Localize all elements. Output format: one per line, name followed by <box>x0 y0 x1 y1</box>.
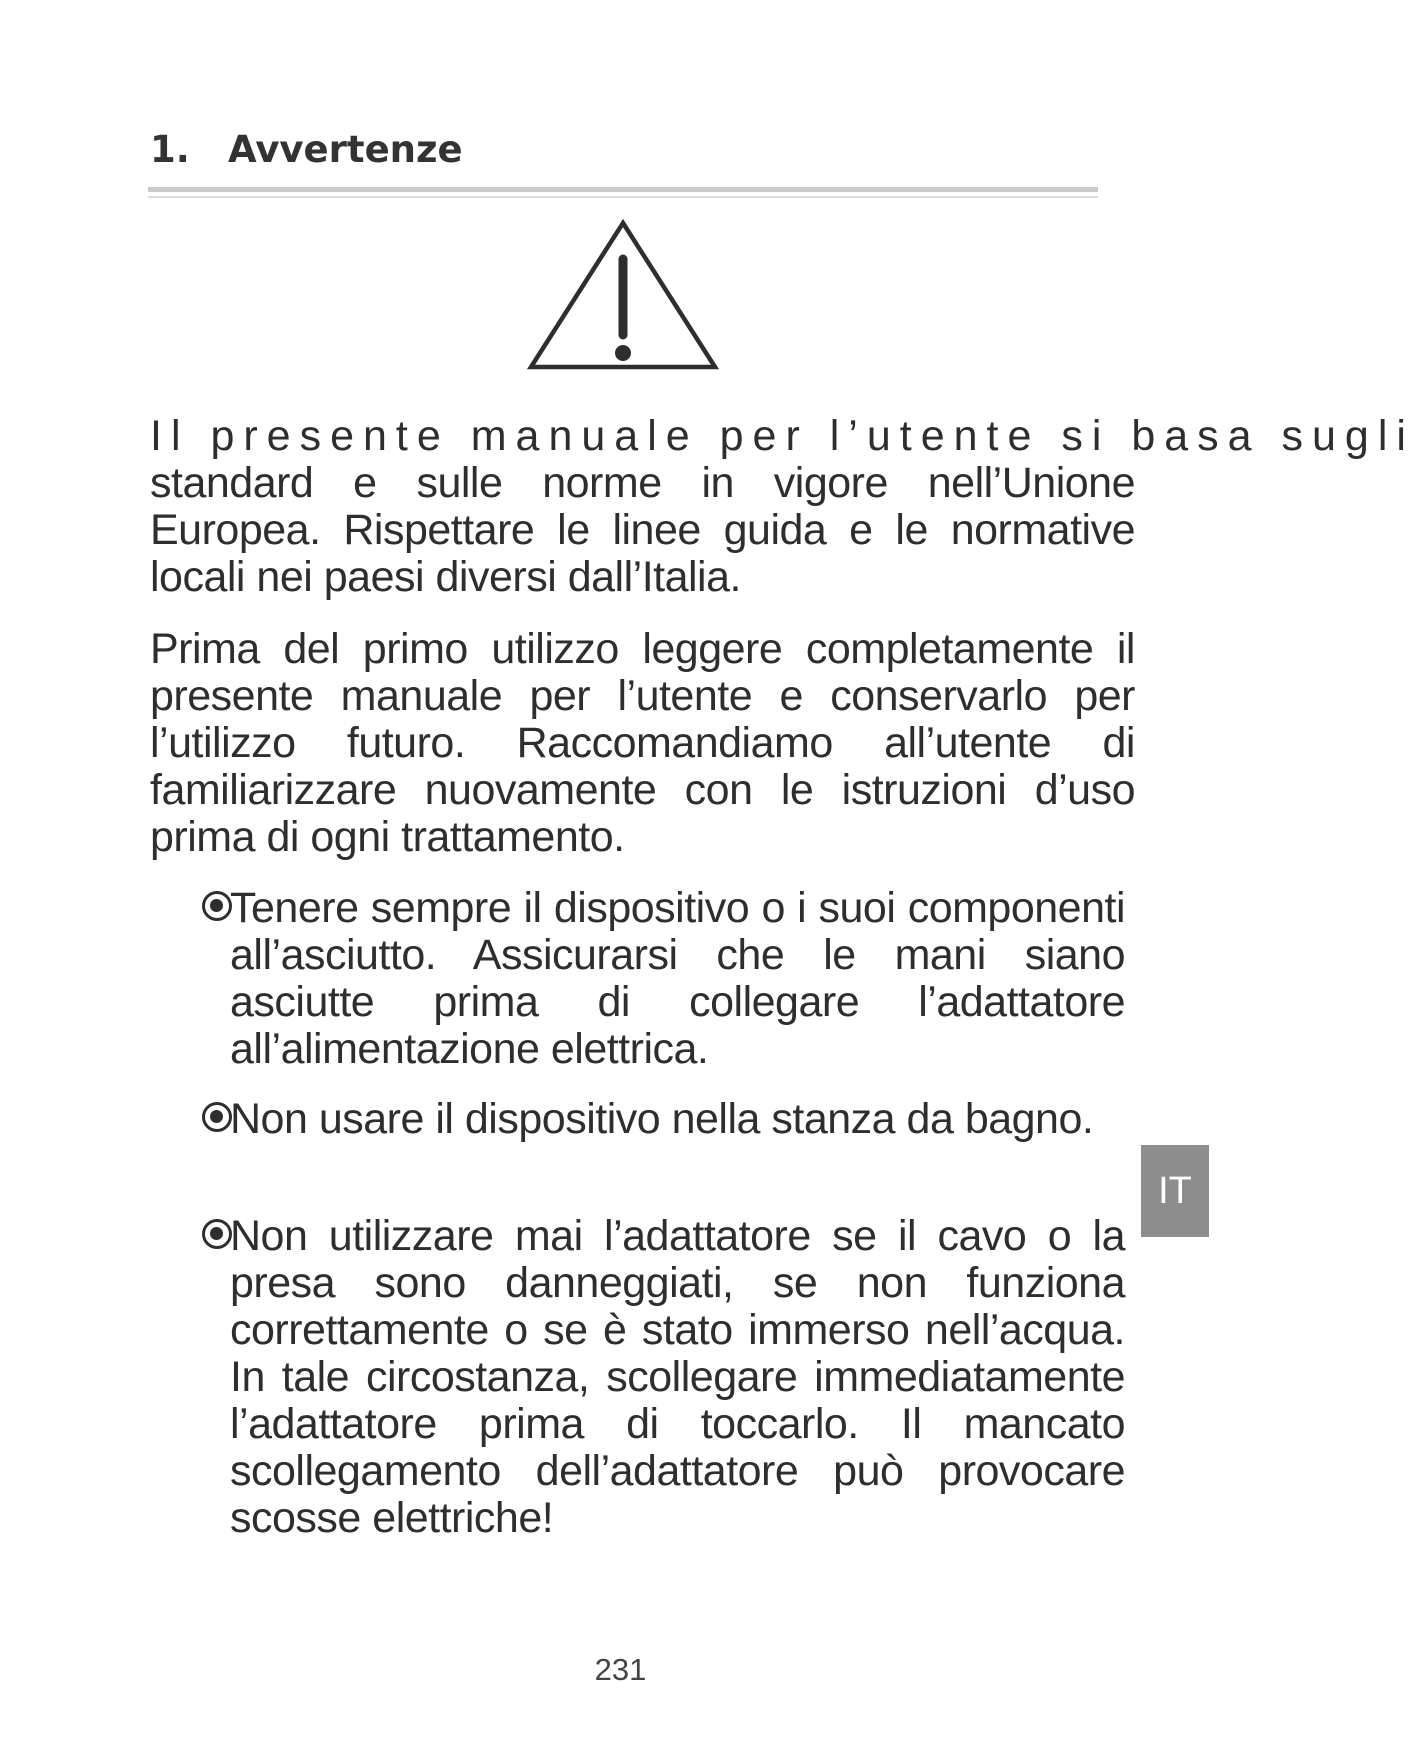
language-tab: IT <box>1141 1145 1209 1237</box>
read-manual-paragraph: Prima del primo utilizzo leggere completamente il presente manuale per l’utente e conservarlo per l’utilizzo futuro. Raccomandiamo all’utente di familiarizzare nuovamente con le istruzioni d’uso prima di ogni trattamento. <box>150 625 1135 861</box>
heading-divider <box>148 187 1098 192</box>
page-number: 231 <box>594 1652 647 1687</box>
bullet-icon <box>202 1219 232 1249</box>
section-title: Avvertenze <box>228 128 463 171</box>
intro-first-line: Il presente manuale per l’utente si basa sugli <box>150 412 1415 460</box>
list-item <box>230 885 1125 1073</box>
intro-paragraph <box>150 412 1415 601</box>
list-item-text: Non utilizzare mai l’adattatore se il cavo o la presa sono danneggiati, se non funziona correttamente o se è stato immerso nell’acqua. In tale circostanza, scollegare immediatamente l’adattatore prima di toccarlo. Il mancato scollegamento dell’adattatore può provocare scosse elettriche! <box>230 1212 1125 1542</box>
section-number: 1. <box>150 128 190 171</box>
bullet-icon <box>202 1102 232 1132</box>
list-item-text: Non usare il dispositivo nella stanza da bagno. <box>230 1095 1094 1143</box>
heading-divider-secondary <box>148 196 1098 198</box>
list-item <box>230 1213 1125 1542</box>
bullet-icon <box>202 891 232 921</box>
list-item <box>230 1096 1125 1143</box>
section-heading <box>150 128 463 171</box>
intro-rest: standard e sulle norme in vigore nell’Unione Europea. Rispettare le linee guida e le normative locali nei paesi diversi dall’Italia. <box>150 459 1135 601</box>
list-item-text: Tenere sempre il dispositivo o i suoi componenti all’asciutto. Assicurarsi che le mani siano asciutte prima di collegare l’adattatore all’alimentazione elettrica. <box>230 884 1125 1073</box>
warning-triangle-icon <box>525 217 721 377</box>
